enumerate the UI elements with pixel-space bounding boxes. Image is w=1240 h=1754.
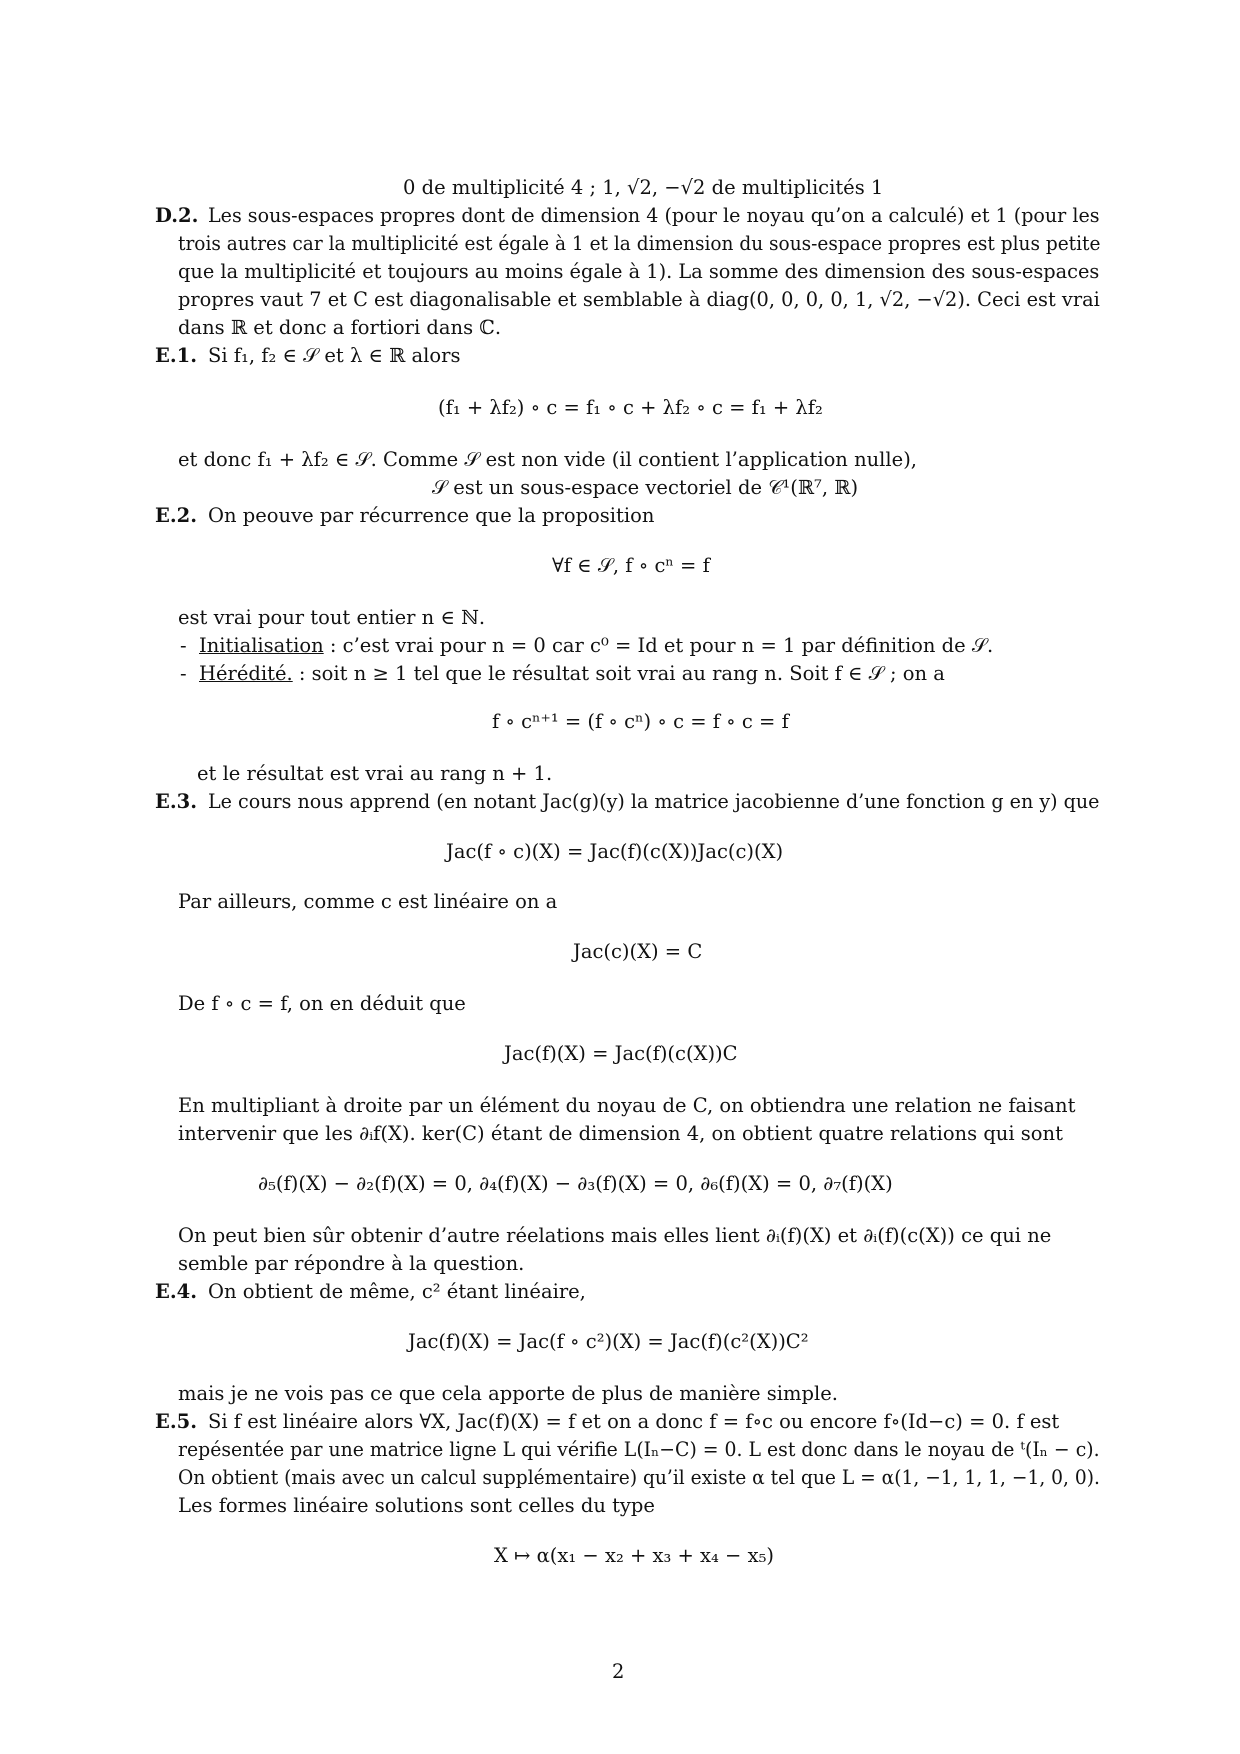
d1-eigenvalues-line: 0 de multiplicité 4 ; 1, √2, −√2 de multiplicités 1	[403, 176, 884, 199]
e3-formula-1: Jac(f ∘ c)(X) = Jac(f)(c(X))Jac(c)(X)	[446, 840, 784, 863]
section-label-e2: E.2.	[155, 504, 198, 527]
section-label-e3: E.3.	[155, 790, 198, 813]
e4-formula: Jac(f)(X) = Jac(f ∘ c²)(X) = Jac(f)(c²(X))C²	[408, 1330, 809, 1353]
e2-formula-2: f ∘ cⁿ⁺¹ = (f ∘ cⁿ) ∘ c = f ∘ c = f	[492, 710, 789, 733]
e2-heredite-line	[180, 664, 945, 684]
e3-text: On peut bien sûr obtenir d’autre réelations mais elles lient ∂ᵢ(f)(X) et ∂ᵢ(f)(c(X)) ce qui ne	[178, 1224, 1052, 1247]
initialisation-text: : c’est vrai pour n = 0 car c⁰ = Id et pour n = 1 par définition de 𝒮.	[323, 634, 994, 657]
e3-formula-2: Jac(c)(X) = C	[573, 940, 703, 963]
e5-text: repésentée par une matrice ligne L qui vérifie L(Iₙ−C) = 0. L est donc dans le noyau de ᵗ(Iₙ − c).	[178, 1438, 1100, 1461]
e3-formula-4: ∂₅(f)(X) − ∂₂(f)(X) = 0, ∂₄(f)(X) − ∂₃(f)(X) = 0, ∂₆(f)(X) = 0, ∂₇(f)(X)	[258, 1172, 893, 1195]
d2-text-line: trois autres car la multiplicité est égale à 1 et la dimension du sous-espace propres est plus petite	[178, 232, 1101, 255]
e4-text: mais je ne vois pas ce que cela apporte de plus de manière simple.	[178, 1382, 838, 1405]
heredite-text: : soit n ≥ 1 tel que le résultat soit vrai au rang n. Soit f ∈ 𝒮 ; on a	[292, 662, 945, 685]
e5-text: On obtient (mais avec un calcul supplémentaire) qu’il existe α tel que L = α(1, −1, 1, 1, −1, 0, 0).	[178, 1466, 1100, 1489]
e5-text: Si f est linéaire alors ∀X, Jac(f)(X) = f et on a donc f = f∘c ou encore f∘(Id−c) = 0. f est	[208, 1410, 1060, 1433]
list-dash: -	[180, 634, 187, 657]
e2-initialisation-line	[180, 636, 993, 656]
e3-text: En multipliant à droite par un élément du noyau de C, on obtiendra une relation ne faisant	[178, 1094, 1076, 1117]
d2-text-line: Les sous-espaces propres dont de dimension 4 (pour le noyau qu’on a calculé) et 1 (pour les	[208, 204, 1100, 227]
e1-formula: (f₁ + λf₂) ∘ c = f₁ ∘ c + λf₂ ∘ c = f₁ + λf₂	[438, 396, 823, 419]
list-dash: -	[180, 662, 187, 685]
e1-intro: Si f₁, f₂ ∈ 𝒮 et λ ∈ ℝ alors	[208, 344, 461, 367]
page-number: 2	[612, 1660, 625, 1683]
initialisation-label: Initialisation	[199, 634, 324, 657]
e3-text: semble par répondre à la question.	[178, 1252, 525, 1275]
e1-text: et donc f₁ + λf₂ ∈ 𝒮. Comme 𝒮 est non vide (il contient l’application nulle),	[178, 448, 918, 471]
heredite-label: Hérédité.	[199, 662, 293, 685]
e3-text: Par ailleurs, comme c est linéaire on a	[178, 890, 558, 913]
e2-intro: On peouve par récurrence que la proposition	[208, 504, 655, 527]
e3-formula-3: Jac(f)(X) = Jac(f)(c(X))C	[504, 1042, 738, 1065]
e3-text: De f ∘ c = f, on en déduit que	[178, 992, 466, 1015]
e5-formula: X ↦ α(x₁ − x₂ + x₃ + x₄ − x₅)	[494, 1544, 775, 1567]
d2-text-line: que la multiplicité et toujours au moins égale à 1). La somme des dimension des sous-espaces	[178, 260, 1100, 283]
section-label-d2: D.2.	[155, 204, 199, 227]
e5-text: Les formes linéaire solutions sont celles du type	[178, 1494, 655, 1517]
e2-conclusion: et le résultat est vrai au rang n + 1.	[197, 762, 553, 785]
e2-formula: ∀f ∈ 𝒮, f ∘ cⁿ = f	[552, 554, 710, 577]
e1-conclusion: 𝒮 est un sous-espace vectoriel de 𝒞¹(ℝ⁷, ℝ)	[432, 476, 859, 499]
e2-text: est vrai pour tout entier n ∈ ℕ.	[178, 606, 486, 629]
e4-intro: On obtient de même, c² étant linéaire,	[208, 1280, 586, 1303]
d2-text-line: dans ℝ et donc a fortiori dans ℂ.	[178, 316, 502, 339]
e3-text: intervenir que les ∂ᵢf(X). ker(C) étant de dimension 4, on obtient quatre relations qui sont	[178, 1122, 1063, 1145]
d2-text-line: propres vaut 7 et C est diagonalisable et semblable à diag(0, 0, 0, 0, 1, √2, −√2). Ceci est vrai	[178, 288, 1100, 311]
e3-intro: Le cours nous apprend (en notant Jac(g)(y) la matrice jacobienne d’une fonction g en y) que	[208, 790, 1100, 813]
section-label-e5: E.5.	[155, 1410, 198, 1433]
section-label-e1: E.1.	[155, 344, 198, 367]
section-label-e4: E.4.	[155, 1280, 198, 1303]
